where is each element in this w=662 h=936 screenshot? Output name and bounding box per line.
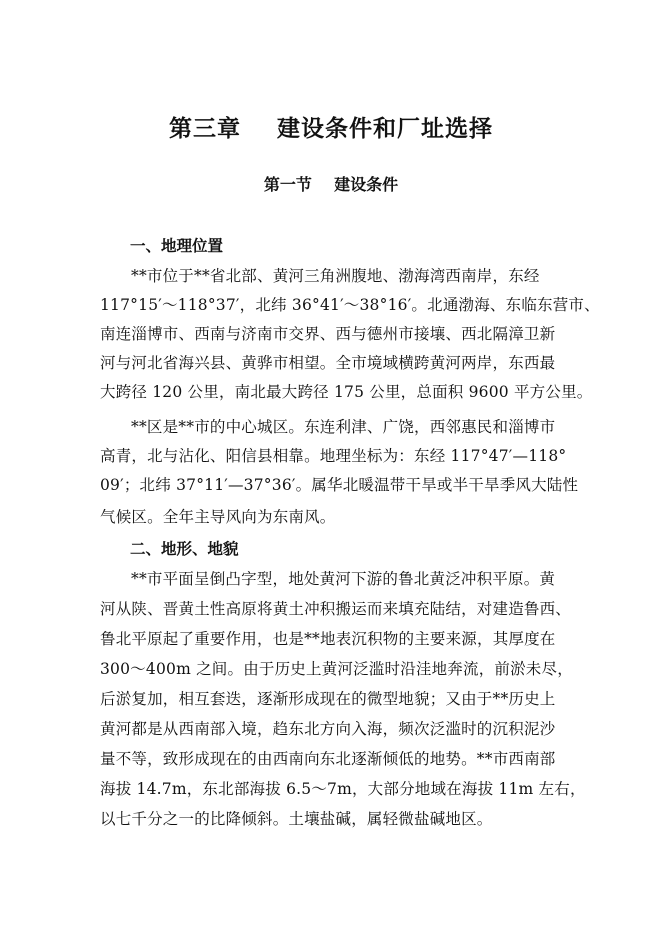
paragraph-line: **区是**市的中心城区。东连利津、广饶，西邻惠民和淄博市 — [131, 418, 556, 436]
paragraph-line: 高青，北与沾化、阳信县相靠。地理坐标为：东经 117°47′—118° — [100, 447, 567, 465]
paragraph-line: 300～400m 之间。由于历史上黄河泛滥时沿洼地奔流，前淤未尽， — [100, 660, 573, 678]
paragraph-line: 大跨径 120 公里，南北最大跨径 175 公里，总面积 9600 平方公里。 — [100, 383, 593, 401]
paragraph-line: 117°15′～118°37′，北纬 36°41′～38°16′。北通渤海、东临东营市、 — [100, 296, 600, 314]
paragraph-line: 09′；北纬 37°11′—37°36′。属华北暖温带干旱或半干旱季风大陆性 — [100, 476, 579, 494]
paragraph-line: 河从陕、晋黄土性高原将黄土冲积搬运而来填充陆结，对建造鲁西、 — [100, 600, 572, 618]
paragraph-line: 鲁北平原起了重要作用，也是**地表沉积物的主要来源，其厚度在 — [100, 630, 556, 648]
paragraph-line: **市平面呈倒凸字型，地处黄河下游的鲁北黄泛冲积平原。黄 — [131, 570, 556, 588]
paragraph-line: 河与河北省海兴县、黄骅市相望。全市境域横跨黄河两岸，东西最 — [100, 354, 556, 372]
paragraph-line: 海拔 14.7m，东北部海拔 6.5～7m，大部分地域在海拔 11m 左右， — [100, 780, 586, 798]
paragraph-line: 气候区。全年主导风向为东南风。 — [100, 508, 336, 526]
section-title: 第一节 建设条件 — [263, 175, 399, 194]
paragraph-line: 南连淄博市、西南与济南市交界、西与德州市接壤、西北隔漳卫新 — [100, 325, 556, 343]
paragraph-line: 量不等，致形成现在的由西南向东北逐渐倾低的地势。**市西南部 — [100, 750, 556, 768]
paragraph-line: 黄河都是从西南部入境，趋东北方向入海，频次泛滥时的沉积泥沙 — [100, 720, 556, 738]
paragraph-line: 后淤复加，相互套迭，逐渐形成现在的微型地貌；又由于**历史上 — [100, 690, 556, 708]
subsection-heading-location: 一、地理位置 — [130, 236, 224, 255]
paragraph-line: **市位于**省北部、黄河三角洲腹地、渤海湾西南岸，东经 — [131, 267, 540, 285]
paragraph-line: 以七千分之一的比降倾斜。土壤盐碱，属轻微盐碱地区。 — [100, 810, 493, 828]
subsection-heading-terrain: 二、地形、地貌 — [130, 539, 239, 558]
chapter-title: 第三章 建设条件和厂址选择 — [168, 115, 494, 142]
